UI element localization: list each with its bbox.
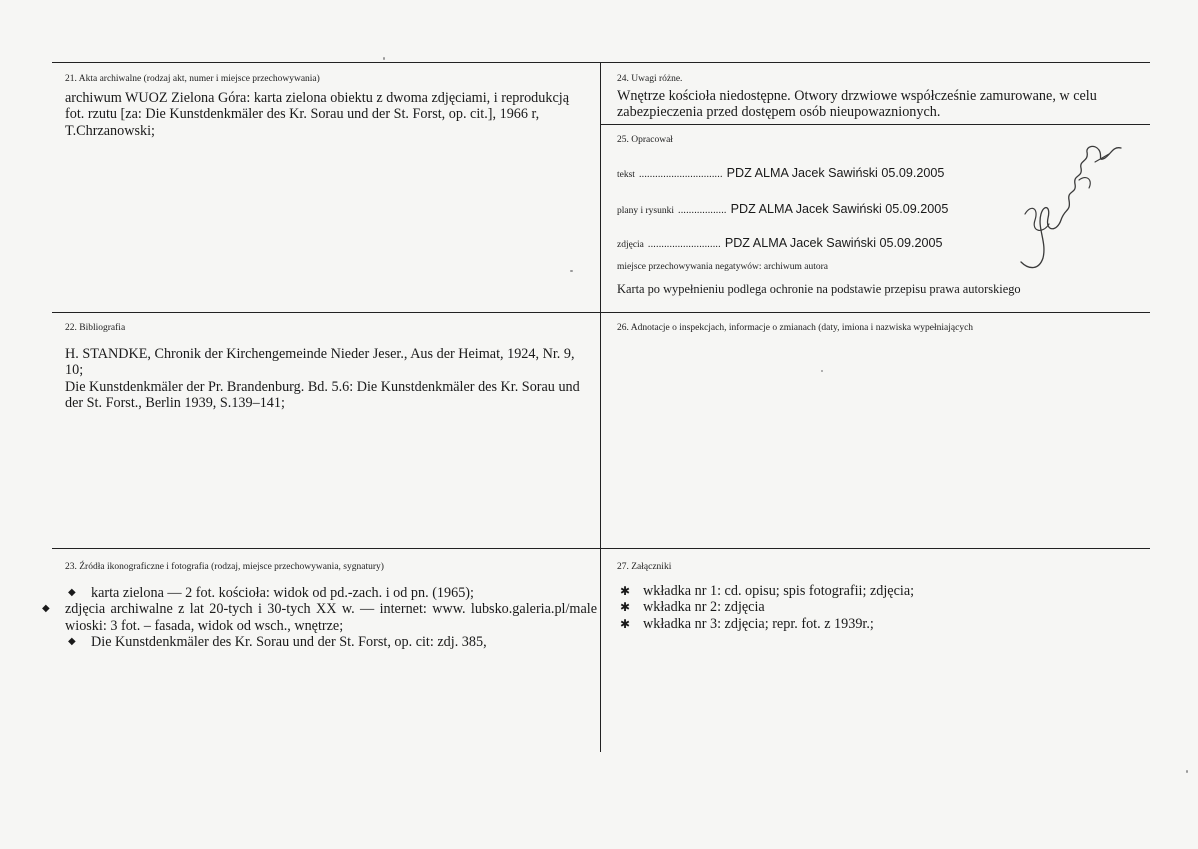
section-21-label: 21. Akta archiwalne (rodzaj akt, numer i miejsce przechowywania) [65,74,320,84]
section-22-label: 22. Bibliografia [65,323,126,333]
credit-photos-dots: ........................... [647,239,721,250]
credit-text-dots: ............................... [638,169,723,180]
section-25-label: 25. Opracował [617,135,673,145]
section-25-prepared-by [617,134,1145,304]
diamond-bullet-icon: ◆ [68,635,76,647]
source-item-2: zdjęcia archiwalne z lat 20-tych i 30-tych XX w. — internet: www. lubsko.galeria.pl/male wioski: 3 fot. – fasada, widok od wsch., wnętrze; [65,601,597,634]
section-24-remarks [617,73,1145,121]
scan-speck [1186,770,1188,773]
diamond-bullet-icon: ◆ [42,603,50,615]
section-26-inspection-notes [617,322,1145,334]
credit-row-plans [617,200,948,218]
lower-rule [52,548,1150,549]
credit-plans-dots: .................. [678,205,727,216]
credit-row-text [617,164,944,182]
section-22-bibliography [65,322,595,411]
section-24-label: 24. Uwagi różne. [617,74,683,84]
section-23-iconographic-sources [42,561,597,650]
credit-text-author: PDZ ALMA Jacek Sawiński 05.09.2005 [726,166,945,180]
asterisk-bullet-icon: ✱ [620,616,631,631]
section-24-text: Wnętrze kościoła niedostępne. Otwory drzwiowe współcześnie zamurowane, w celu zabezpieczenia przed dostępem osób nieupowaznionych. [617,88,1097,121]
section-21-text: archiwum WUOZ Zielona Góra: karta zielona obiektu z dwoma zdjęciami, i reprodukcją fot. rzutu [za: Die Kunstdenkmäler des Kr. Sorau und der St. Forst, op. cit.], 1966 r, T.Chrzanowski; [65,90,569,139]
list-item [617,583,1145,599]
diamond-bullet-icon: ◆ [68,587,76,598]
section-27-attachments [617,561,1145,632]
section-27-label: 27. Załączniki [617,562,672,572]
source-item-1: karta zielona — 2 fot. kościoła: widok od pd.-zach. i od pn. (1965); [91,585,474,601]
attachment-item-3: wkładka nr 3: zdjęcia; repr. fot. z 1939r.; [643,615,874,632]
middle-rule [52,312,1150,313]
attachment-item-2: wkładka nr 2: zdjęcia [643,599,765,616]
section-27-list [617,583,1145,632]
list-item [617,599,1145,615]
scan-speck [383,57,385,60]
handwritten-signature [1017,134,1127,274]
section-23-label: 23. Źródła ikonograficzne i fotografia (rodzaj, miejsce przechowywania, sygnatury) [65,562,384,572]
asterisk-bullet-icon: ✱ [620,584,631,598]
scan-speck [570,270,573,272]
bibliography-entry-2: Die Kunstdenkmäler der Pr. Brandenburg. Bd. 5.6: Die Kunstdenkmäler des Kr. Sorau und der St. Forst., Berlin 1939, S.139–141; [65,378,580,411]
negatives-storage: miejsce przechowywania negatywów: archiwum autora [617,262,829,272]
section-21-archival-records [65,73,590,139]
credit-row-photos [617,234,943,252]
credit-photos-label: zdjęcia [617,240,644,250]
credit-text-label: tekst [617,170,635,180]
credit-photos-author: PDZ ALMA Jacek Sawiński 05.09.2005 [724,236,943,250]
column-divider [600,62,601,752]
attachment-item-1: wkładka nr 1: cd. opisu; spis fotografii; zdjęcia; [643,583,915,599]
rule-24-25 [601,124,1150,125]
list-item [65,585,597,601]
copyright-notice: Karta po wypełnieniu podlega ochronie na podstawie przepisu prawa autorskiego [617,282,1021,296]
section-23-list [42,585,597,650]
section-26-label: 26. Adnotacje o inspekcjach, informacje o zmianach (daty, imiona i nazwiska wypełniających [617,323,974,333]
bibliography-entry-1: H. STANDKE, Chronik der Kirchengemeinde Nieder Jeser., Aus der Heimat, 1924, Nr. 9, 10; [65,346,575,379]
list-item [65,634,597,650]
asterisk-bullet-icon: ✱ [620,600,631,615]
list-item [39,601,597,634]
credit-plans-label: plany i rysunki [617,206,674,216]
scan-speck [821,370,823,372]
top-rule [52,62,1150,63]
source-item-3: Die Kunstdenkmäler des Kr. Sorau und der St. Forst, op. cit: zdj. 385, [91,633,487,650]
credit-plans-author: PDZ ALMA Jacek Sawiński 05.09.2005 [730,202,949,216]
list-item [617,616,1145,632]
